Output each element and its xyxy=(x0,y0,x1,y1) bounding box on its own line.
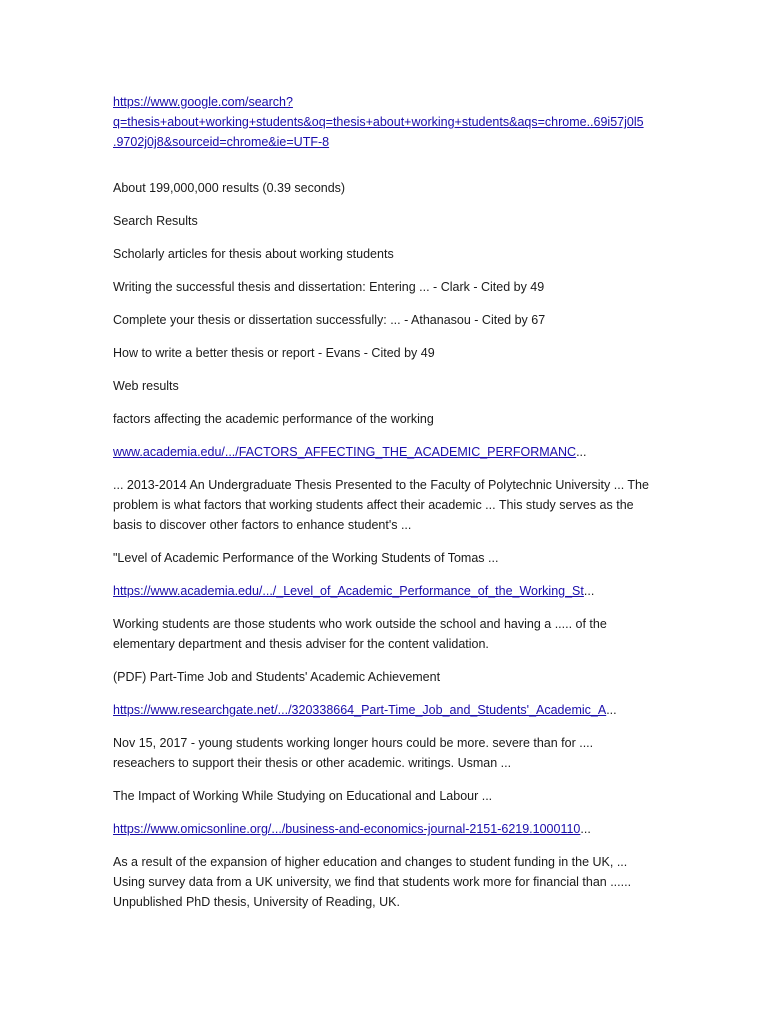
result-title: The Impact of Working While Studying on Educational and Labour ... xyxy=(113,789,493,803)
result-url-ellipsis: ... xyxy=(606,703,617,717)
result-url-link[interactable]: https://www.academia.edu/.../_Level_of_Academic_Performance_of_the_Working_St xyxy=(113,584,584,598)
result-snippet: ... 2013-2014 An Undergraduate Thesis Presented to the Faculty of Polytechnic University ... The problem is what factors that working students affect their academic ... This study serves as the basis to discover other factors to enhance student's ... xyxy=(113,478,649,532)
result-snippet: Nov 15, 2017 - young students working longer hours could be more. severe than for .... reseachers to support their thesis or other academic. writings. Usman ... xyxy=(113,736,594,770)
result-url-row xyxy=(113,819,658,839)
scholarly-item: How to write a better thesis or report - Evans - Cited by 49 xyxy=(113,346,435,360)
scholarly-item: Writing the successful thesis and dissertation: Entering ... - Clark - Cited by 49 xyxy=(113,280,545,294)
result-title: factors affecting the academic performance of the working xyxy=(113,412,434,426)
result-url-row xyxy=(113,700,658,720)
result-url-link[interactable]: www.academia.edu/.../FACTORS_AFFECTING_THE_ACADEMIC_PERFORMANC xyxy=(113,445,577,459)
result-snippet: Working students are those students who work outside the school and having a ..... of the elementary department and thesis adviser for the content validation. xyxy=(113,617,607,651)
result-url-row xyxy=(113,442,658,462)
search-url-line-2[interactable]: q=thesis+about+working+students&oq=thesis+about+working+students&aqs=chrome..69i57j0l5 xyxy=(113,115,644,129)
result-url-ellipsis: ... xyxy=(580,822,591,836)
search-url-link[interactable] xyxy=(113,92,658,152)
search-url-line-3[interactable]: .9702j0j8&sourceid=chrome&ie=UTF-8 xyxy=(113,135,330,149)
result-title: "Level of Academic Performance of the Working Students of Tomas ... xyxy=(113,551,499,565)
results-stats: About 199,000,000 results (0.39 seconds) xyxy=(113,181,346,195)
result-snippet: As a result of the expansion of higher education and changes to student funding in the UK, ... Using survey data from a UK university, we find that students work more for financial than ...... Unpublished PhD thesis, University of Reading, UK. xyxy=(113,855,632,909)
result-url-row xyxy=(113,581,658,601)
search-url-line-1[interactable]: https://www.google.com/search? xyxy=(113,95,293,109)
document-page xyxy=(113,92,658,925)
scholarly-heading: Scholarly articles for thesis about working students xyxy=(113,247,394,261)
result-url-ellipsis: ... xyxy=(576,445,587,459)
result-url-link[interactable]: https://www.researchgate.net/.../320338664_Part-Time_Job_and_Students'_Academic_A xyxy=(113,703,607,717)
search-results-heading: Search Results xyxy=(113,214,198,228)
result-url-link[interactable]: https://www.omicsonline.org/.../business-and-economics-journal-2151-6219.1000110 xyxy=(113,822,581,836)
scholarly-item: Complete your thesis or dissertation successfully: ... - Athanasou - Cited by 67 xyxy=(113,313,546,327)
result-title: (PDF) Part-Time Job and Students' Academic Achievement xyxy=(113,670,441,684)
web-results-heading: Web results xyxy=(113,379,179,393)
result-url-ellipsis: ... xyxy=(583,584,595,598)
